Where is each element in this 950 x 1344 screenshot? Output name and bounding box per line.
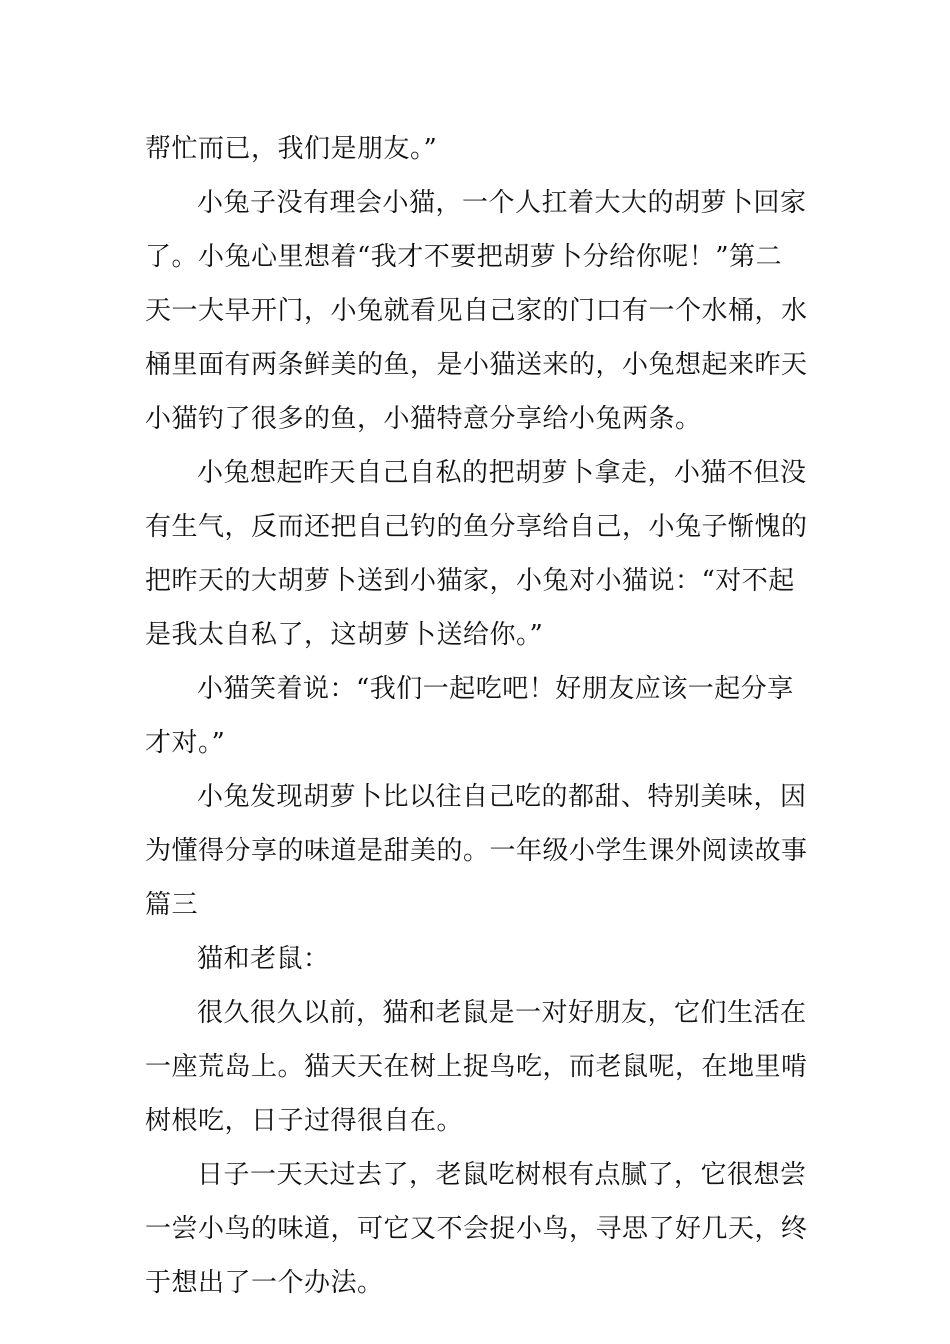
text-line: 是我太自私了，这胡萝卜送给你。” — [145, 620, 544, 650]
story-text — [145, 122, 810, 1310]
text-line: 篇三 — [145, 890, 199, 920]
text-line: 天一大早开门，小兔就看见自己家的门口有一个水桶，水 — [145, 296, 808, 326]
text-line: 小猫笑着说：“我们一起吃吧！好朋友应该一起分享 — [197, 674, 794, 704]
text-line: 小兔发现胡萝卜比以往自己吃的都甜、特别美味，因 — [197, 782, 807, 812]
text-line: 帮忙而已，我们是朋友。” — [145, 134, 438, 164]
section-heading: 猫和老鼠： — [197, 944, 330, 974]
text-line: 很久很久以前，猫和老鼠是一对好朋友，它们生活在 — [197, 998, 807, 1028]
text-line: 才对。” — [145, 728, 226, 758]
text-line: 小兔想起昨天自己自私的把胡萝卜拿走，小猫不但没 — [197, 458, 807, 488]
text-line: 了。小兔心里想着“我才不要把胡萝卜分给你呢！”第二 — [145, 242, 783, 272]
text-line: 一座荒岛上。猫天天在树上捉鸟吃，而老鼠呢，在地里啃 — [145, 1052, 808, 1082]
text-line: 于想出了一个办法。 — [145, 1268, 384, 1298]
text-line: 小兔子没有理会小猫，一个人扛着大大的胡萝卜回家 — [197, 188, 807, 218]
text-line: 为懂得分享的味道是甜美的。一年级小学生课外阅读故事 — [145, 836, 808, 866]
text-line: 有生气，反而还把自己钓的鱼分享给自己，小兔子惭愧的 — [145, 512, 808, 542]
text-line: 小猫钓了很多的鱼，小猫特意分享给小兔两条。 — [145, 404, 702, 434]
text-line: 日子一天天过去了，老鼠吃树根有点腻了，它很想尝 — [197, 1160, 807, 1190]
text-line: 桶里面有两条鲜美的鱼，是小猫送来的，小兔想起来昨天 — [145, 350, 808, 380]
text-line: 一尝小鸟的味道，可它又不会捉小鸟，寻思了好几天，终 — [145, 1214, 808, 1244]
text-line: 树根吃，日子过得很自在。 — [145, 1106, 464, 1136]
text-line: 把昨天的大胡萝卜送到小猫家，小兔对小猫说：“对不起 — [145, 566, 795, 596]
